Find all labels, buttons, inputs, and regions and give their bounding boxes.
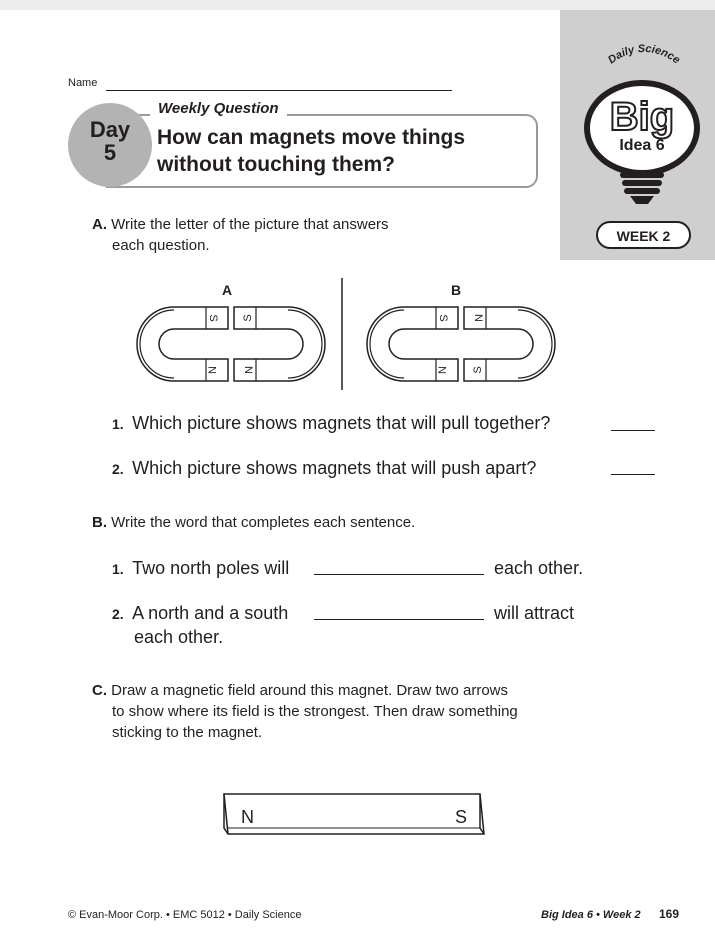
answer-blank-a1[interactable]: [611, 430, 655, 431]
section-c-line-1: Draw a magnetic field around this magnet. Draw two arrows: [111, 682, 509, 699]
pole-a-right-top: S: [241, 314, 254, 322]
section-b-letter: B.: [92, 514, 107, 531]
pole-a-left-top: S: [207, 314, 220, 322]
section-a-line-2: each question.: [112, 237, 210, 254]
day-circle: [68, 103, 152, 187]
bulb-base-icon: [620, 172, 664, 204]
pole-b-left-top: S: [437, 314, 450, 322]
question-a2-number: 2.: [112, 461, 124, 477]
answer-blank-a2[interactable]: [611, 474, 655, 475]
section-a-line-1: Write the letter of the picture that answers: [111, 216, 389, 233]
name-field[interactable]: [106, 90, 452, 91]
pole-a-left-bottom: N: [206, 366, 219, 374]
big-idea-badge: [560, 10, 715, 260]
week-label: WEEK 2: [616, 228, 671, 244]
bar-magnet-south: S: [455, 807, 468, 827]
section-c-instruction: [92, 680, 612, 743]
section-c-line-3: sticking to the magnet.: [112, 724, 263, 741]
question-line-1: How can magnets move things: [157, 126, 466, 149]
question-a2: [112, 457, 592, 480]
badge-arc-text: Daily Science: [605, 42, 683, 67]
page-number: 169: [659, 907, 680, 921]
question-a1-number: 1.: [112, 416, 124, 432]
weekly-question-label: Weekly Question: [150, 100, 287, 117]
sentence-b2-number: 2.: [112, 606, 124, 622]
badge-idea: Idea 6: [619, 137, 665, 154]
section-a-letter: A.: [92, 216, 107, 233]
section-b-text: Write the word that completes each sentence.: [111, 514, 416, 531]
answer-blank-b1[interactable]: [314, 574, 484, 575]
magnets-picture: [110, 270, 580, 395]
sentence-b2-after: will attract: [494, 603, 575, 623]
section-a-instruction: [92, 214, 552, 256]
footer-week: Big Idea 6 • Week 2: [541, 909, 641, 921]
name-label: Name: [68, 77, 98, 89]
day-label: Day: [89, 117, 131, 142]
section-b-instruction: [92, 512, 552, 533]
sentence-b1: [112, 557, 312, 580]
answer-blank-b2[interactable]: [314, 619, 484, 620]
sentence-b1-after: each other.: [494, 558, 584, 578]
bar-magnet[interactable]: [215, 790, 490, 850]
pole-b-right-top: N: [472, 314, 485, 322]
section-c-line-2: to show where its field is the strongest. Then draw something: [112, 703, 518, 720]
pole-b-right-bottom: S: [471, 366, 484, 374]
pole-a-right-bottom: N: [242, 366, 255, 374]
weekly-question: [157, 124, 537, 178]
top-strip: [0, 0, 715, 10]
badge-big: Big: [609, 95, 675, 139]
picture-label-b: B: [450, 282, 462, 298]
picture-label-a: A: [221, 282, 233, 298]
sentence-b2-continuation: each other.: [134, 627, 224, 647]
question-a1-text: Which picture shows magnets that will pull together?: [132, 413, 551, 433]
day-number: 5: [103, 140, 117, 165]
footer-copyright: © Evan-Moor Corp. • EMC 5012 • Daily Science: [68, 909, 302, 921]
sentence-b2-before: A north and a south: [132, 603, 289, 623]
bar-magnet-north: N: [241, 807, 254, 827]
question-a1: [112, 412, 592, 435]
question-line-2: without touching them?: [157, 153, 395, 176]
question-a2-text: Which picture shows magnets that will push apart?: [132, 458, 537, 478]
sentence-b1-number: 1.: [112, 561, 124, 577]
pole-b-left-bottom: N: [436, 366, 449, 374]
section-c-letter: C.: [92, 682, 107, 699]
sentence-b1-before: Two north poles will: [132, 558, 290, 578]
sentence-b2: [112, 602, 312, 625]
